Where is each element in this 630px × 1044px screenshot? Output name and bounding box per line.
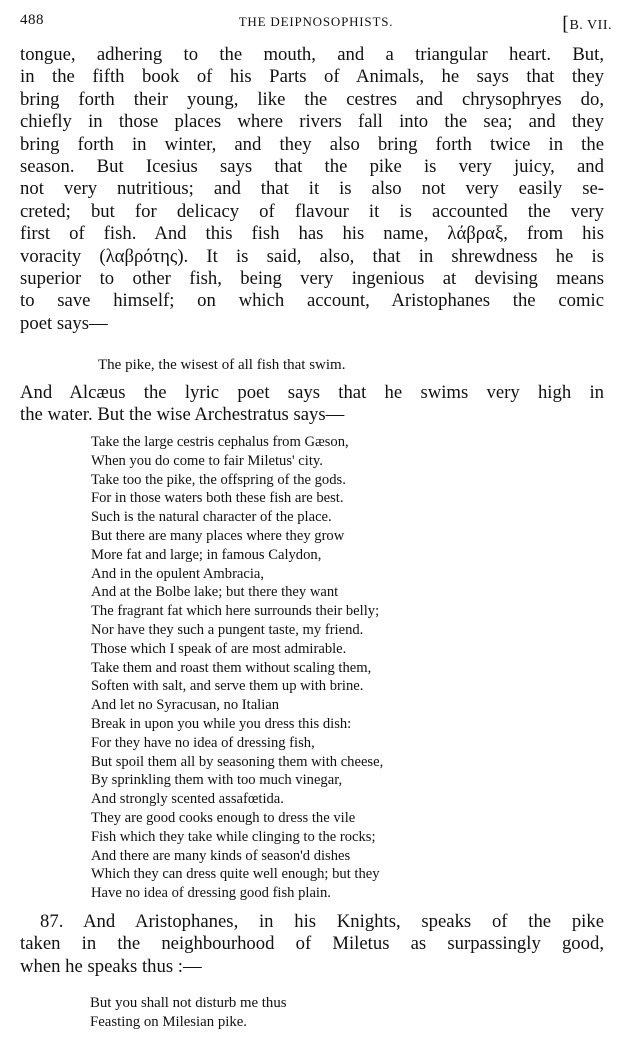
text-line: superior to other fish, being very ingenious at devising means [20,268,604,290]
verse-line: Take them and roast them without scaling them, [91,659,372,676]
book-reference [562,12,612,35]
text-line: when he speaks thus :— [20,955,202,977]
text-line: to save himself; on which account, Aristophanes the comic [20,290,604,312]
text-line: voracity (λαβρότης). It is said, also, that in shrewdness he is [20,245,604,267]
book-reference-text: B. VII. [569,18,612,33]
verse-line: Feasting on Milesian pike. [90,1014,247,1030]
verse-line: And there are many kinds of season'd dishes [91,847,351,864]
verse-line: And in the opulent Ambracia, [91,565,265,582]
verse-line: But you shall not disturb me thus [90,995,287,1011]
verse-line: Which they can dress quite well enough; but they [91,866,380,883]
running-header [20,8,612,38]
verse-line: Such is the natural character of the place. [91,509,332,526]
verse-line: Those which I speak of are most admirable. [91,640,347,657]
text-line: season. But Icesius says that the pike is very juicy, and [20,156,604,178]
verse-archestratus [91,433,383,903]
verse-line: Take the large cestris cephalus from Gæson, [91,434,349,450]
verse-line: But there are many places where they grow [91,527,345,544]
verse-line: They are good cooks enough to dress the vile [91,809,356,826]
paragraph-alcaeus [20,382,604,427]
paragraph-knights [20,911,604,978]
text-line: in the fifth book of his Parts of Animals, he says that they [20,66,604,88]
bracket-glyph: [ [562,13,570,35]
text-line: tongue, adhering to the mouth, and a triangular heart. But, [20,44,604,65]
running-title: THE DEIPNOSOPHISTS. [238,14,394,29]
text-line: 87. And Aristophanes, in his Knights, speaks of the pike [40,911,604,932]
verse-line: Soften with salt, and serve them up with brine. [91,678,364,695]
text-line: poet says— [20,312,108,334]
verse-line: More fat and large; in famous Calydon, [91,546,322,563]
quoted-verse-aristophanes: The pike, the wisest of all fish that swim. [98,357,346,373]
paragraph-pike-description [20,44,604,335]
text-line: first of fish. And this fish has his name, λάβραξ, from his [20,223,604,245]
text-line: chiefly in those places where rivers fall into the sea; and they [20,111,604,133]
text-line: the water. But the wise Archestratus says— [20,404,345,426]
text-line: not very nutritious; and that it is also not very easily se- [20,178,604,200]
verse-line: Have no idea of dressing good fish plain. [91,885,331,902]
text-line: bring forth their young, like the cestres and chrysophryes do, [20,88,604,110]
text-line: And Alcæus the lyric poet says that he swims very high in [20,382,604,403]
verse-line: Take too the pike, the offspring of the gods. [91,471,346,488]
verse-line: And strongly scented assafœtida. [91,791,284,808]
verse-line: By sprinkling them with too much vinegar, [91,772,343,789]
text-line: bring forth in winter, and they also bring forth twice in the [20,133,604,155]
text-line: creted; but for delicacy of flavour it is accounted the very [20,200,604,222]
verse-line: Nor have they such a pungent taste, my friend. [91,621,364,638]
verse-knights [90,994,286,1032]
verse-line: And at the Bolbe lake; but there they want [91,584,339,601]
page-number: 488 [20,12,44,28]
verse-line: Break in upon you while you dress this dish: [91,715,352,732]
verse-line: For they have no idea of dressing fish, [91,734,315,751]
verse-line: Fish which they take while clinging to the rocks; [91,828,376,845]
verse-line: For in those waters both these fish are best. [91,490,344,507]
text-line: taken in the neighbourhood of Miletus as surpassingly good, [20,933,604,955]
verse-line: The fragrant fat which here surrounds their belly; [91,603,380,620]
verse-line: And let no Syracusan, no Italian [91,697,280,714]
verse-line: But spoil them all by seasoning them with cheese, [91,753,384,770]
verse-line: When you do come to fair Miletus' city. [91,452,323,469]
